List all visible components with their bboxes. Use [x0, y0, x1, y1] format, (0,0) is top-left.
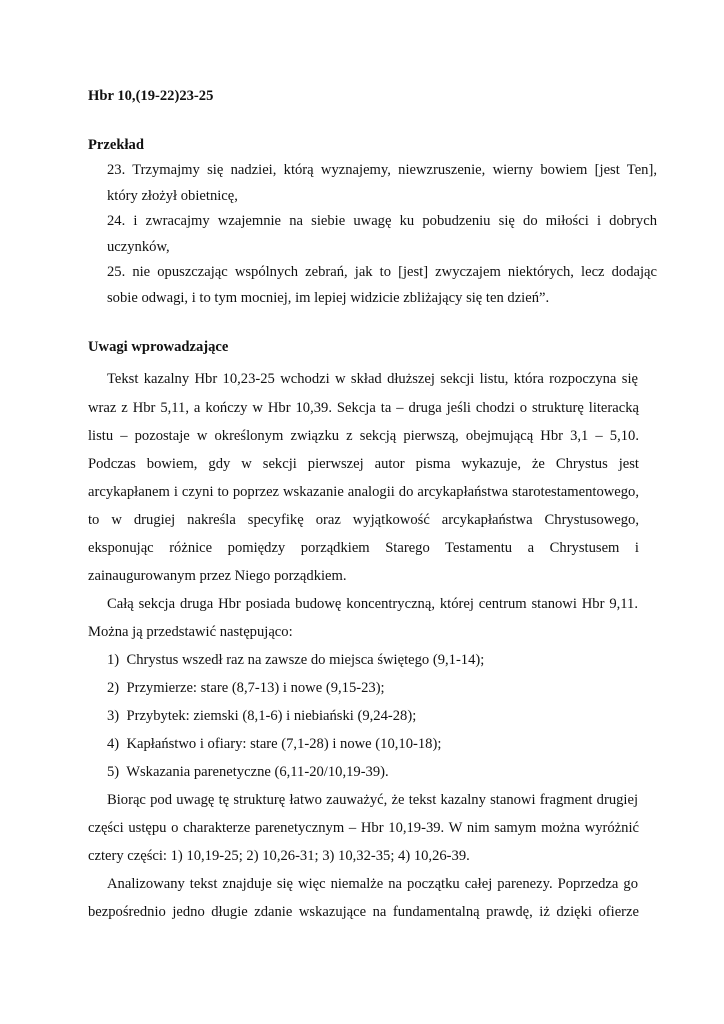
list-item: [107, 652, 484, 669]
list-item-text: Przymierze: stare (8,7-13) i nowe (9,15-23);: [126, 680, 385, 696]
list-item-number: 5): [107, 764, 120, 780]
paragraph-line: części ustępu o charakterze parenetycznym – Hbr 10,19-39. W nim samym można wyróżnić: [88, 820, 639, 836]
paragraph-line: eksponując różnice pomiędzy porządkiem Starego Testamentu a Chrystusem i: [88, 540, 639, 556]
translation-line: 25. nie opuszczając wspólnych zebrań, jak to [jest] zwyczajem niektórych, lecz dodając: [107, 264, 657, 280]
section-title-intro: Uwagi wprowadzające: [88, 339, 229, 355]
list-item: [107, 764, 389, 781]
paragraph-line: Biorąc pod uwagę tę strukturę łatwo zauważyć, że tekst kazalny stanowi fragment drugiej: [107, 792, 638, 808]
paragraph-line: Tekst kazalny Hbr 10,23-25 wchodzi w skład dłuższej sekcji listu, która rozpoczyna się: [107, 371, 638, 387]
document-heading: Hbr 10,(19-22)23-25: [88, 88, 214, 104]
paragraph-line: bezpośrednio jedno długie zdanie wskazujące na fundamentalną prawdę, iż dzięki ofierze: [88, 904, 639, 920]
list-item-text: Przybytek: ziemski (8,1-6) i niebiański (9,24-28);: [126, 708, 417, 724]
list-item-number: 1): [107, 652, 120, 668]
list-item: [107, 708, 416, 725]
list-item: [107, 680, 385, 697]
list-item-text: Chrystus wszedł raz na zawsze do miejsca świętego (9,1-14);: [126, 652, 485, 668]
list-item-number: 3): [107, 708, 120, 724]
translation-line: sobie odwagi, i to tym mocniej, im lepiej widzicie zbliżający się ten dzień”.: [107, 290, 550, 306]
paragraph-line: to w drugiej nakreśla specyfikę oraz wyjątkowość arcykapłaństwa Chrystusowego,: [88, 512, 639, 528]
paragraph-line: Analizowany tekst znajduje się więc niemalże na początku całej parenezy. Poprzedza go: [107, 876, 638, 892]
paragraph-line: cztery części: 1) 10,19-25; 2) 10,26-31; 3) 10,32-35; 4) 10,26-39.: [88, 848, 470, 864]
list-item-text: Kapłaństwo i ofiary: stare (7,1-28) i nowe (10,10-18);: [126, 736, 442, 752]
translation-line: 23. Trzymajmy się nadziei, którą wyznajemy, niewzruszenie, wierny bowiem [jest Ten],: [107, 162, 657, 178]
section-title-translation: Przekład: [88, 137, 144, 153]
paragraph-line: Całą sekcja druga Hbr posiada budowę koncentryczną, której centrum stanowi Hbr 9,11.: [107, 596, 638, 612]
paragraph-line: arcykapłanem i czyni to poprzez wskazanie analogii do arcykapłaństwa starotestamentowego,: [88, 484, 639, 500]
translation-line: 24. i zwracajmy wzajemnie na siebie uwagę ku pobudzeniu się do miłości i dobrych: [107, 213, 657, 229]
paragraph-line: listu – pozostaje w określonym związku z sekcją pierwszą, obejmującą Hbr 3,1 – 5,10.: [88, 428, 639, 444]
translation-line: który złożył obietnicę,: [107, 188, 238, 204]
translation-line: uczynków,: [107, 239, 170, 255]
list-item: [107, 736, 441, 753]
paragraph-line: wraz z Hbr 5,11, a kończy w Hbr 10,39. Sekcja ta – druga jeśli chodzi o strukturę literacką: [88, 400, 639, 416]
list-item-text: Wskazania parenetyczne (6,11-20/10,19-39).: [126, 764, 389, 780]
paragraph-line: zainaugurowanym przez Niego porządkiem.: [88, 568, 347, 584]
list-item-number: 4): [107, 736, 120, 752]
list-item-number: 2): [107, 680, 120, 696]
paragraph-line: Podczas bowiem, gdy w sekcji pierwszej autor pisma wykazuje, że Chrystus jest: [88, 456, 639, 472]
paragraph-line: Można ją przedstawić następująco:: [88, 624, 293, 640]
